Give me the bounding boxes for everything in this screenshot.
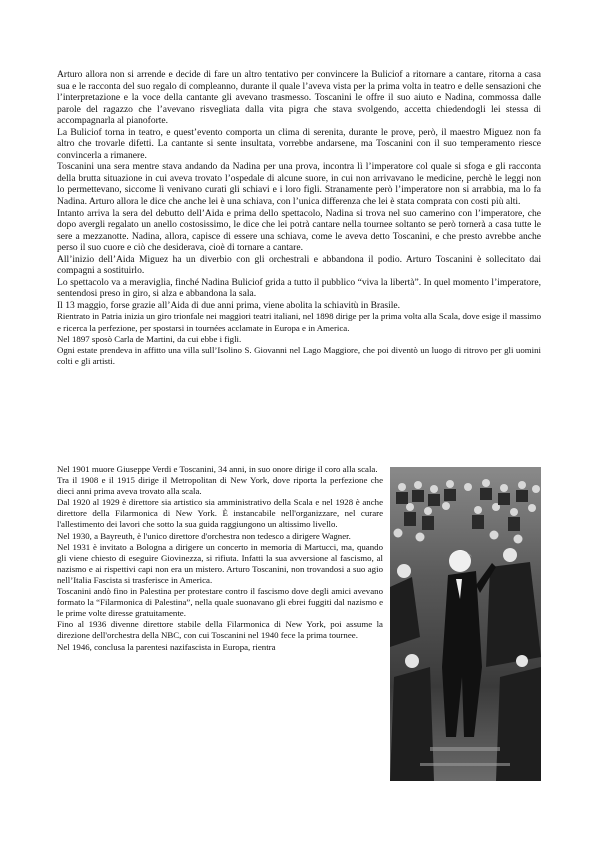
photo-graphic	[390, 467, 541, 781]
paragraph: Nel 1897 sposò Carla de Martini, da cui ebbe i figli.	[57, 333, 242, 344]
paragraph: Arturo allora non si arrende e decide di fare un altro tentativo per convincere la Buliciof a ritornare a cantare, ritorna a casa sua e le racconta del suo regalo di compleanno, durante il quale l’aveva vista per la prima volta in teatro e delle sensazioni che l’interpretazione e la voce della cantante gli avevano trasmesso. Toscanini le offre il suo aiuto e Nadina, commossa dalle parole del ragazzo che l’avevano risvegliata dalla vita pigra che stava svolgendo, accetta chiedendogli lei stessa di accompagnarla al pianoforte.	[57, 69, 541, 127]
paragraph: Nel 1901 muore Giuseppe Verdi e Toscanini, 34 anni, in suo onore dirige il coro alla scala.	[57, 464, 378, 474]
paragraph: Il 13 maggio, forse grazie all’Aida di due anni prima, viene abolita la schiavitù in Brasile.	[57, 299, 401, 311]
full-width-text	[57, 69, 541, 367]
paragraph: Toscanini una sera mentre stava andando da Nadina per una prova, incontra lì l’imperatore col quale si sfoga e gli racconta della brutta situazione in cui aveva trovato l’ospedale di alcune suore, in cui non arrivavano le medicine, perchè le leggi non lo permettevano, siccome lì venivano curati gli schiavi e i loro figli. Stranamente però l’imperatore non si arrabbia, ma lo fa Nadina. Arturo allora le dice che anche lei è una schiava, con l’unica differenza che lei è stata comprata con costi più alti.	[57, 161, 541, 208]
paragraph: Lo spettacolo va a meraviglia, finché Nadina Buliciof grida a tutto il pubblico “viva la libertà”. In quel momento l’imperatore, sentendosi preso in giro, si alza e abbandona la sala.	[57, 276, 541, 300]
paragraph: Nel 1946, conclusa la parentesi nazifascista in Europa, rientra	[57, 641, 276, 652]
paragraph: Ogni estate prendeva in affitto una villa sull’Isolino S. Giovanni nel Lago Maggiore, che poi diventò un luogo di ritrovo per gli uomini colti e gli artisti.	[57, 344, 541, 367]
paragraph: Nel 1930, a Bayreuth, è l'unico direttore d'orchestra non tedesco a dirigere Wagner.	[57, 530, 351, 541]
paragraph: Tra il 1908 e il 1915 dirige il Metropolitan di New York, dove riporta la perfezione che dieci anni prima aveva trovato alla scala.	[57, 475, 383, 497]
paragraph: Fino al 1936 divenne direttore stabile della Filarmonica di New York, poi assume la direzione dell'orchestra della NBC, con cui Toscanini nel 1940 fece la prima tournee.	[57, 619, 383, 641]
toscanini-concert-photo	[390, 467, 541, 781]
paragraph: Nel 1931 è invitato a Bologna a dirigere un concerto in memoria di Martucci, ma, quando gli viene chiesto di eseguire Giovinezza, si rifiuta. Infatti la sua avversione al fascismo, al nazismo e ai rispettivi capi non era un mistero. Arturo Toscanini, non trovandosi a suo agio nell’Italia Fascista si trasferisce in America.	[57, 541, 383, 585]
paragraph: Intanto arriva la sera del debutto dell’Aida e prima dello spettacolo, Nadina si trova nel suo camerino con l’imperatore, che dopo avergli regalato un anello costosissimo, le dice che lei potrà cantare nella tournee soltanto se però tornerà a casa tutte le sere a mezzanotte. Nadina, allora, capisce di essere una schiava, come le aveva detto Toscanini, e che presto avrebbe anche perso il suo cuore e ciò che desiderava, cioè di tornare a cantare.	[57, 207, 541, 254]
paragraph: Toscanini andò fino in Palestina per protestare contro il fascismo dove degli amici avevano formato la “Filarmonica di Palestina”, nella quale suonavano gli ebrei fuggiti dal nazismo e le prime volte diresse gratuitamente.	[57, 586, 383, 619]
left-column-text	[57, 464, 383, 653]
paragraph: Rientrato in Patria inizia un giro trionfale nei maggiori teatri italiani, nel 1898 dirige per la prima volta alla Scala, dove esige il massimo e ricerca la perfezione, per spostarsi in tournées acclamate in Europa e in America.	[57, 311, 541, 333]
paragraph: La Buliciof torna in teatro, e quest’evento comporta un clima di serenita, durante le prove, però, il maestro Miguez non fa altro che trovarle difetti. La cantante si sente insultata, vorrebbe andarsene, ma Toscanini con il suo temperamento riesce convincerla a rimanere.	[57, 126, 541, 161]
paragraph: Dal 1920 al 1929 è direttore sia artistico sia amministrativo della Scala e nel 1928 è anche direttore della Filarmonica di New York. È instancabile nell'organizzare, nel curare l'allestimento dei lavori che sotto la sua guida raggiungono un altissimo livello.	[57, 497, 383, 530]
paragraph: All’inizio dell’Aida Miguez ha un diverbio con gli orchestrali e abbandona il podio. Arturo Toscanini è sollecitato dai compagni a sostituirlo.	[57, 253, 541, 277]
